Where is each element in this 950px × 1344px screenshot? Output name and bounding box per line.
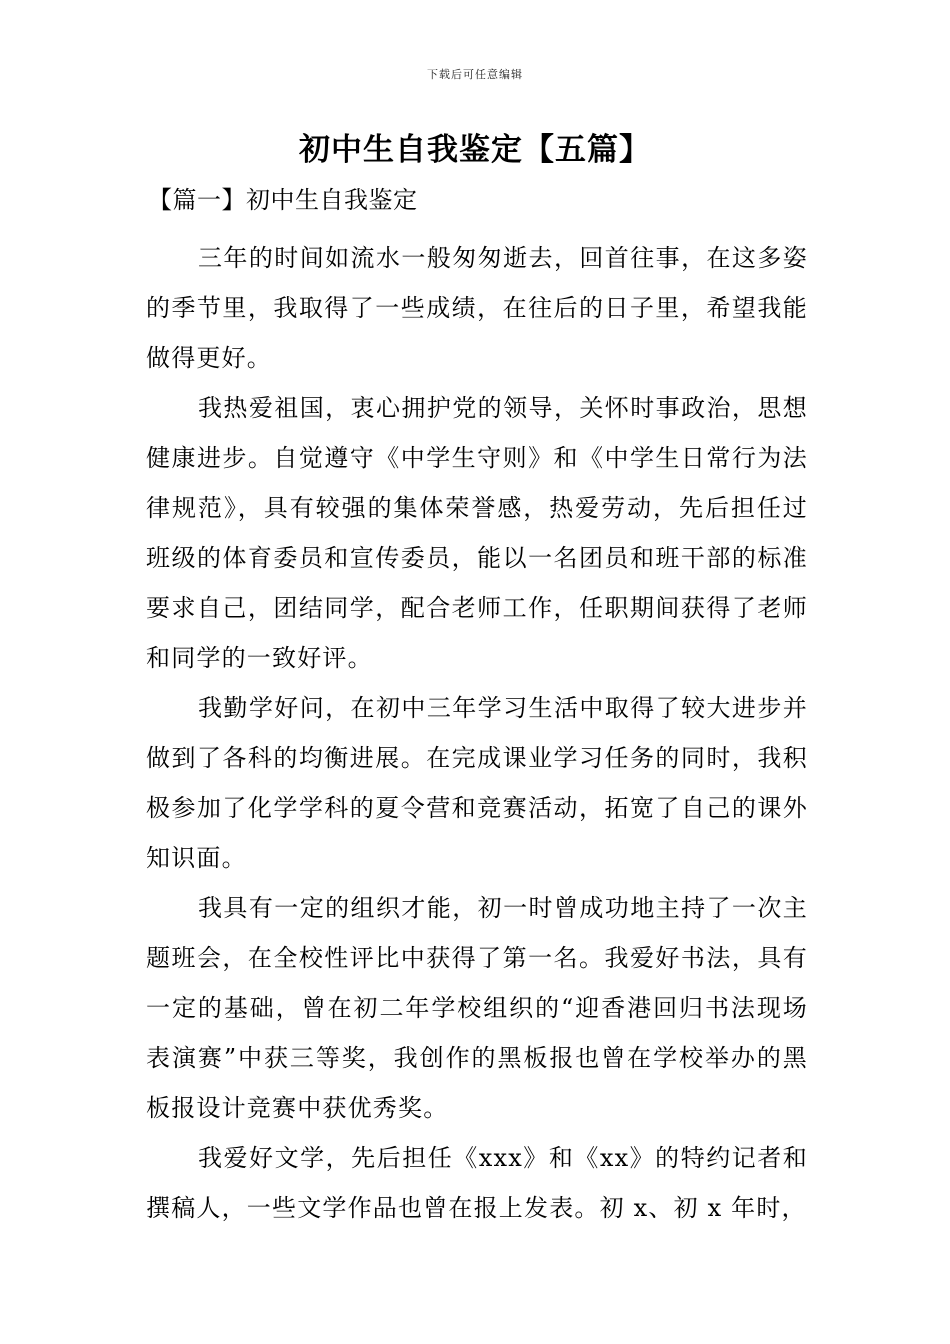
paragraph-2: 我热爱祖国，衷心拥护党的领导，关怀时事政治，思想健康进步。自觉遵守《中学生守则》和《中学生日常行为法律规范》，具有较强的集体荣誉感，热爱劳动，先后担任过班级的体育委员和宣传委员，能以一名团员和班干部的标准要求自己，团结同学，配合老师工作，任职期间获得了老师和同学的一致好评。 xyxy=(146,394,808,672)
header-note: 下载后可任意编辑 xyxy=(427,68,523,81)
document-title: 初中生自我鉴定【五篇】 xyxy=(299,132,651,168)
paragraph-4: 我具有一定的组织才能，初一时曾成功地主持了一次主题班会，在全校性评比中获得了第一名。我爱好书法，具有一定的基础，曾在初二年学校组织的“迎香港回归书法现场表演赛”中获三等奖，我创作的黑板报也曾在学校举办的黑板报设计竞赛中获优秀奖。 xyxy=(146,894,808,1122)
paragraph-5: 我爱好文学，先后担任《xxx》和《xx》的特约记者和撰稿人，一些文学作品也曾在报上发表。初 x、初 x 年时， xyxy=(146,1144,808,1222)
paragraph-1: 三年的时间如流水一般匆匆逝去，回首往事，在这多姿的季节里，我取得了一些成绩，在往后的日子里，希望我能做得更好。 xyxy=(146,244,808,372)
document-body xyxy=(146,233,808,1233)
paragraph-3: 我勤学好问，在初中三年学习生活中取得了较大进步并做到了各科的均衡进展。在完成课业学习任务的同时，我积极参加了化学学科的夏令营和竞赛活动，拓宽了自己的课外知识面。 xyxy=(146,694,808,872)
section-heading: 【篇一】初中生自我鉴定 xyxy=(148,186,418,214)
